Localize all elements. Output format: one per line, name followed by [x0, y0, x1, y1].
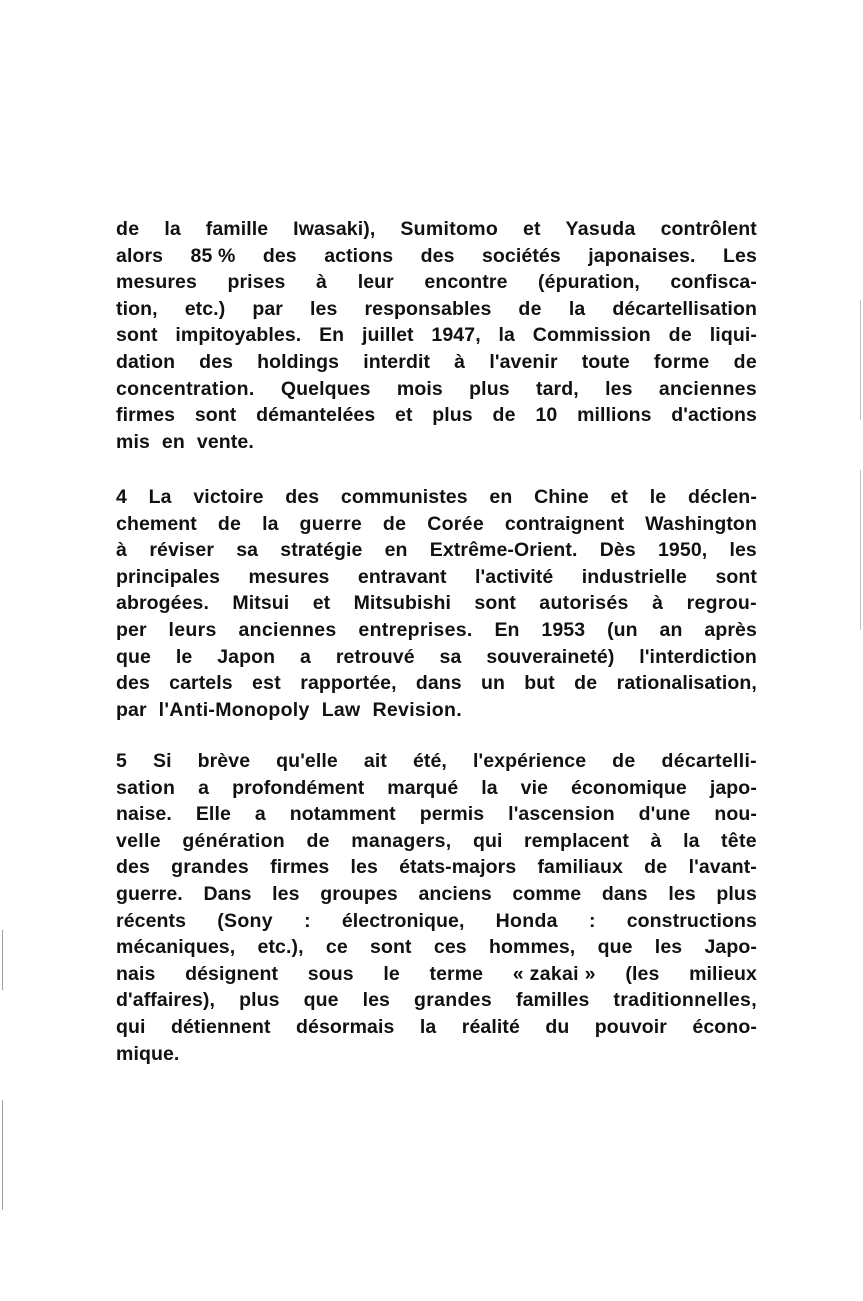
word: d'affaires),: [116, 989, 216, 1012]
word: communistes: [340, 486, 468, 508]
word: 5: [116, 750, 127, 772]
word: « zakai »: [512, 962, 596, 985]
word: un: [480, 672, 505, 695]
word: mis: [116, 430, 150, 453]
word: per: [116, 618, 147, 641]
word: permis: [419, 803, 485, 826]
word: tard,: [536, 377, 579, 400]
word: 10: [535, 404, 558, 427]
word: chement: [116, 512, 197, 535]
word: etc.): [184, 297, 226, 320]
word: 1950,: [657, 539, 708, 562]
word: et: [523, 218, 541, 240]
word: par: [116, 698, 147, 721]
word: Iwasaki),: [293, 218, 376, 240]
word: l'interdiction: [639, 645, 757, 668]
text-line: [116, 511, 757, 538]
word: mois: [396, 377, 443, 400]
word: de: [116, 218, 140, 240]
word: sont: [370, 936, 412, 959]
word: a: [254, 803, 266, 826]
text-line: [116, 296, 757, 323]
word: déclen-: [687, 486, 757, 508]
word: :: [588, 909, 596, 932]
word: qu'elle: [276, 750, 338, 772]
word: récents: [116, 909, 187, 932]
word: des: [420, 244, 455, 267]
word: :: [304, 909, 311, 932]
text-line: [116, 564, 757, 591]
word: l'avenir: [489, 350, 558, 373]
word: vente.: [196, 430, 254, 453]
text-line: [116, 402, 757, 429]
word: entravant: [357, 565, 447, 588]
word: abrogées.: [116, 592, 210, 615]
word: marqué: [387, 776, 459, 799]
word: Washington: [645, 512, 757, 535]
word: les: [272, 882, 300, 905]
word: Japo-: [704, 936, 757, 959]
text-line: [116, 854, 757, 881]
word: des: [262, 244, 297, 267]
word: Revision.: [372, 698, 462, 721]
word: liqui-: [709, 324, 757, 347]
word: d'une: [638, 803, 691, 826]
text-line: [116, 537, 757, 564]
word: génération: [182, 829, 286, 852]
word: hommes,: [488, 936, 576, 959]
text-line: [116, 697, 757, 724]
word: velle: [116, 829, 161, 852]
word: à: [454, 350, 466, 373]
word: de: [492, 404, 516, 427]
word: japo-: [709, 776, 757, 799]
paragraph-3: [116, 748, 757, 1067]
word: en: [489, 486, 513, 508]
word: entreprises.: [358, 618, 473, 641]
word: sation: [116, 776, 176, 799]
word: sont: [194, 404, 237, 427]
word: la: [481, 776, 498, 799]
word: démantelées: [256, 404, 376, 427]
word: concentration.: [116, 377, 255, 400]
paragraph-2: [116, 484, 757, 723]
text-line: [116, 376, 757, 403]
word: constructions: [626, 909, 757, 932]
word: décartelli-: [661, 750, 757, 772]
word: profondément: [232, 776, 365, 799]
word: victoire: [193, 486, 264, 508]
word: principales: [116, 565, 221, 588]
word: tête: [721, 829, 757, 852]
word: le: [175, 645, 193, 668]
word: des: [116, 856, 150, 879]
text-line: [116, 881, 757, 908]
word: d'actions: [671, 404, 757, 427]
word: firmes: [270, 856, 330, 879]
word: qui: [116, 1015, 146, 1038]
word: anciennes: [658, 377, 757, 400]
word: et: [395, 404, 413, 427]
word: 1953: [541, 618, 586, 641]
word: leur: [357, 271, 394, 294]
word: que: [116, 645, 151, 668]
word: autorisés: [539, 592, 629, 615]
text-line: [116, 349, 757, 376]
word: 1947,: [431, 324, 481, 347]
text-line: [116, 934, 757, 961]
word: à: [316, 271, 328, 294]
text-line: [116, 644, 757, 671]
word: en: [384, 539, 408, 562]
word: sont: [474, 592, 516, 615]
word: réviser: [149, 539, 215, 562]
word: dans: [415, 672, 462, 695]
word: Les: [723, 244, 757, 267]
word: l'activité: [475, 565, 554, 588]
word: sont: [116, 324, 158, 347]
word: l'expérience: [472, 750, 587, 772]
word: électronique,: [341, 909, 465, 932]
word: Mitsui: [232, 592, 290, 615]
word: toute: [581, 350, 630, 373]
word: l'avant-: [688, 856, 757, 879]
scan-edge-mark: [2, 1100, 3, 1210]
word: la: [568, 297, 586, 320]
word: nais: [116, 962, 156, 985]
word: à: [652, 592, 664, 615]
word: tion,: [116, 297, 158, 320]
word: notamment: [289, 803, 396, 826]
word: a: [198, 776, 210, 799]
word: cartels: [169, 672, 233, 695]
word: la: [164, 218, 181, 240]
text-line: [116, 243, 757, 270]
word: Yasuda: [565, 218, 636, 240]
word: sociétés: [481, 244, 561, 267]
word: en: [161, 430, 185, 453]
word: Sumitomo: [400, 218, 499, 240]
word: de: [518, 297, 542, 320]
word: En: [319, 324, 345, 347]
word: plus: [239, 989, 280, 1012]
text-line: [116, 961, 757, 988]
word: après: [704, 618, 757, 641]
scan-edge-mark: [2, 930, 3, 990]
word: interdit: [363, 350, 431, 373]
text-line: [116, 908, 757, 935]
word: japonaises.: [588, 244, 696, 267]
word: famille: [205, 218, 269, 240]
text-line: [116, 748, 757, 775]
word: plus: [432, 404, 473, 427]
word: alors: [116, 244, 164, 267]
word: sa: [236, 539, 259, 562]
word: contraignent: [504, 512, 625, 535]
word: sous: [307, 962, 354, 985]
text-line: [116, 484, 757, 511]
word: ce: [325, 936, 348, 959]
word: rapportée,: [300, 672, 397, 695]
word: réalité: [461, 1015, 520, 1038]
word: les: [668, 882, 696, 905]
word: comme: [512, 882, 582, 905]
word: anciens: [418, 882, 492, 905]
word: En: [494, 618, 520, 641]
word: des: [285, 486, 320, 508]
word: les: [654, 936, 683, 959]
word: la: [683, 829, 700, 852]
word: an: [659, 618, 683, 641]
word: sa: [439, 645, 462, 668]
word: responsables: [364, 297, 492, 320]
word: (épuration,: [538, 271, 640, 294]
word: la: [498, 324, 515, 347]
word: 85 %: [190, 244, 236, 267]
word: Elle: [195, 803, 231, 826]
word: impitoyables.: [175, 324, 302, 347]
word: a: [300, 645, 311, 668]
word: mécaniques,: [116, 936, 236, 959]
text-line: [116, 429, 757, 456]
word: ces: [433, 936, 467, 959]
word: des: [116, 672, 150, 695]
word: et: [312, 592, 331, 615]
word: Mitsubishi: [353, 592, 452, 615]
word: firmes: [116, 404, 176, 427]
text-line: [116, 269, 757, 296]
text-line: [116, 987, 757, 1014]
word: anciennes: [238, 618, 337, 641]
word: sont: [715, 565, 757, 588]
word: mique.: [116, 1042, 180, 1065]
word: plus: [469, 377, 510, 400]
word: brève: [197, 750, 251, 772]
word: plus: [716, 882, 757, 905]
word: que: [597, 936, 633, 959]
word: regrou-: [686, 592, 757, 615]
word: actions: [324, 244, 394, 267]
word: Japon: [217, 645, 276, 668]
word: rationalisation,: [616, 672, 757, 695]
word: à: [116, 539, 128, 562]
word: la: [419, 1015, 437, 1038]
text-line: [116, 1014, 757, 1041]
word: par: [252, 297, 283, 320]
text-line: [116, 322, 757, 349]
word: millions: [577, 404, 652, 427]
word: détiennent: [170, 1015, 271, 1038]
word: de: [382, 512, 407, 535]
word: naise.: [116, 803, 172, 826]
word: retrouvé: [335, 645, 415, 668]
word: mesures: [248, 565, 330, 588]
word: les: [362, 989, 390, 1012]
word: de: [574, 672, 598, 695]
text-line: [116, 216, 757, 243]
word: guerre.: [116, 882, 183, 905]
word: Si: [152, 750, 172, 772]
word: de: [612, 750, 636, 772]
word: désormais: [295, 1015, 395, 1038]
text-line: [116, 670, 757, 697]
word: Chine: [534, 486, 589, 508]
word: holdings: [257, 350, 340, 373]
word: Commission: [532, 324, 651, 347]
word: décartellisation: [612, 297, 757, 320]
word: Law: [321, 698, 361, 721]
text-line: [116, 590, 757, 617]
word: familiaux: [537, 856, 623, 879]
word: du: [545, 1015, 570, 1038]
text-line: [116, 775, 757, 802]
word: de: [217, 512, 242, 535]
text-line: [116, 1041, 757, 1068]
word: souveraineté): [486, 645, 615, 668]
word: Dans: [203, 882, 252, 905]
text-line: [116, 617, 757, 644]
word: (les: [625, 962, 660, 985]
word: industrielle: [581, 565, 687, 588]
word: vie: [520, 776, 549, 799]
word: l'ascension: [508, 803, 615, 826]
word: nou-: [714, 803, 757, 826]
word: leurs: [168, 618, 217, 641]
word: le: [649, 486, 667, 508]
word: juillet: [362, 324, 414, 347]
word: la: [262, 512, 279, 535]
word: de: [644, 856, 668, 879]
word: (un: [607, 618, 638, 641]
word: de: [733, 350, 757, 373]
text-line: [116, 801, 757, 828]
word: Extrême-Orient.: [429, 539, 578, 562]
word: terme: [429, 962, 484, 985]
word: désignent: [185, 962, 279, 985]
word: Corée: [427, 512, 484, 535]
word: les: [605, 377, 633, 400]
word: familles: [515, 989, 590, 1012]
word: les: [350, 856, 378, 879]
word: que: [303, 989, 339, 1012]
word: de: [668, 324, 692, 347]
word: groupes: [320, 882, 398, 905]
word: dans: [601, 882, 648, 905]
word: le: [383, 962, 400, 985]
word: pouvoir: [594, 1015, 667, 1038]
word: et: [610, 486, 629, 508]
word: confisca-: [670, 271, 757, 294]
word: contrôlent: [660, 218, 757, 240]
word: encontre: [424, 271, 508, 294]
word: états-majors: [399, 856, 517, 879]
word: qui: [472, 829, 503, 852]
word: prises: [227, 271, 286, 294]
word: mesures: [116, 271, 197, 294]
scan-edge-mark: [860, 470, 861, 630]
word: écono-: [692, 1015, 757, 1038]
word: Dès: [599, 539, 636, 562]
text-line: [116, 828, 757, 855]
word: 4: [116, 486, 127, 508]
word: (Sony: [217, 909, 273, 932]
word: but: [524, 672, 555, 695]
word: guerre: [299, 512, 362, 535]
word: est: [251, 672, 282, 695]
word: dation: [116, 350, 176, 373]
word: forme: [653, 350, 710, 373]
word: Quelques: [280, 377, 371, 400]
word: Honda: [495, 909, 558, 932]
word: ait: [363, 750, 387, 772]
word: etc.),: [257, 936, 304, 959]
word: de: [306, 829, 330, 852]
word: économique: [571, 776, 687, 799]
word: remplacent: [523, 829, 630, 852]
word: traditionnelles,: [613, 989, 757, 1012]
word: les: [310, 297, 338, 320]
word: à: [650, 829, 662, 852]
word: La: [148, 486, 172, 508]
word: grandes: [171, 856, 250, 879]
word: stratégie: [280, 539, 363, 562]
word: grandes: [414, 989, 492, 1012]
paragraph-1: [116, 216, 757, 455]
word: les: [729, 539, 757, 562]
word: l'Anti-Monopoly: [158, 698, 310, 721]
word: managers,: [351, 829, 452, 852]
word: des: [199, 350, 234, 373]
word: milieux: [689, 962, 757, 985]
scan-edge-mark: [860, 300, 861, 420]
word: été,: [412, 750, 447, 772]
